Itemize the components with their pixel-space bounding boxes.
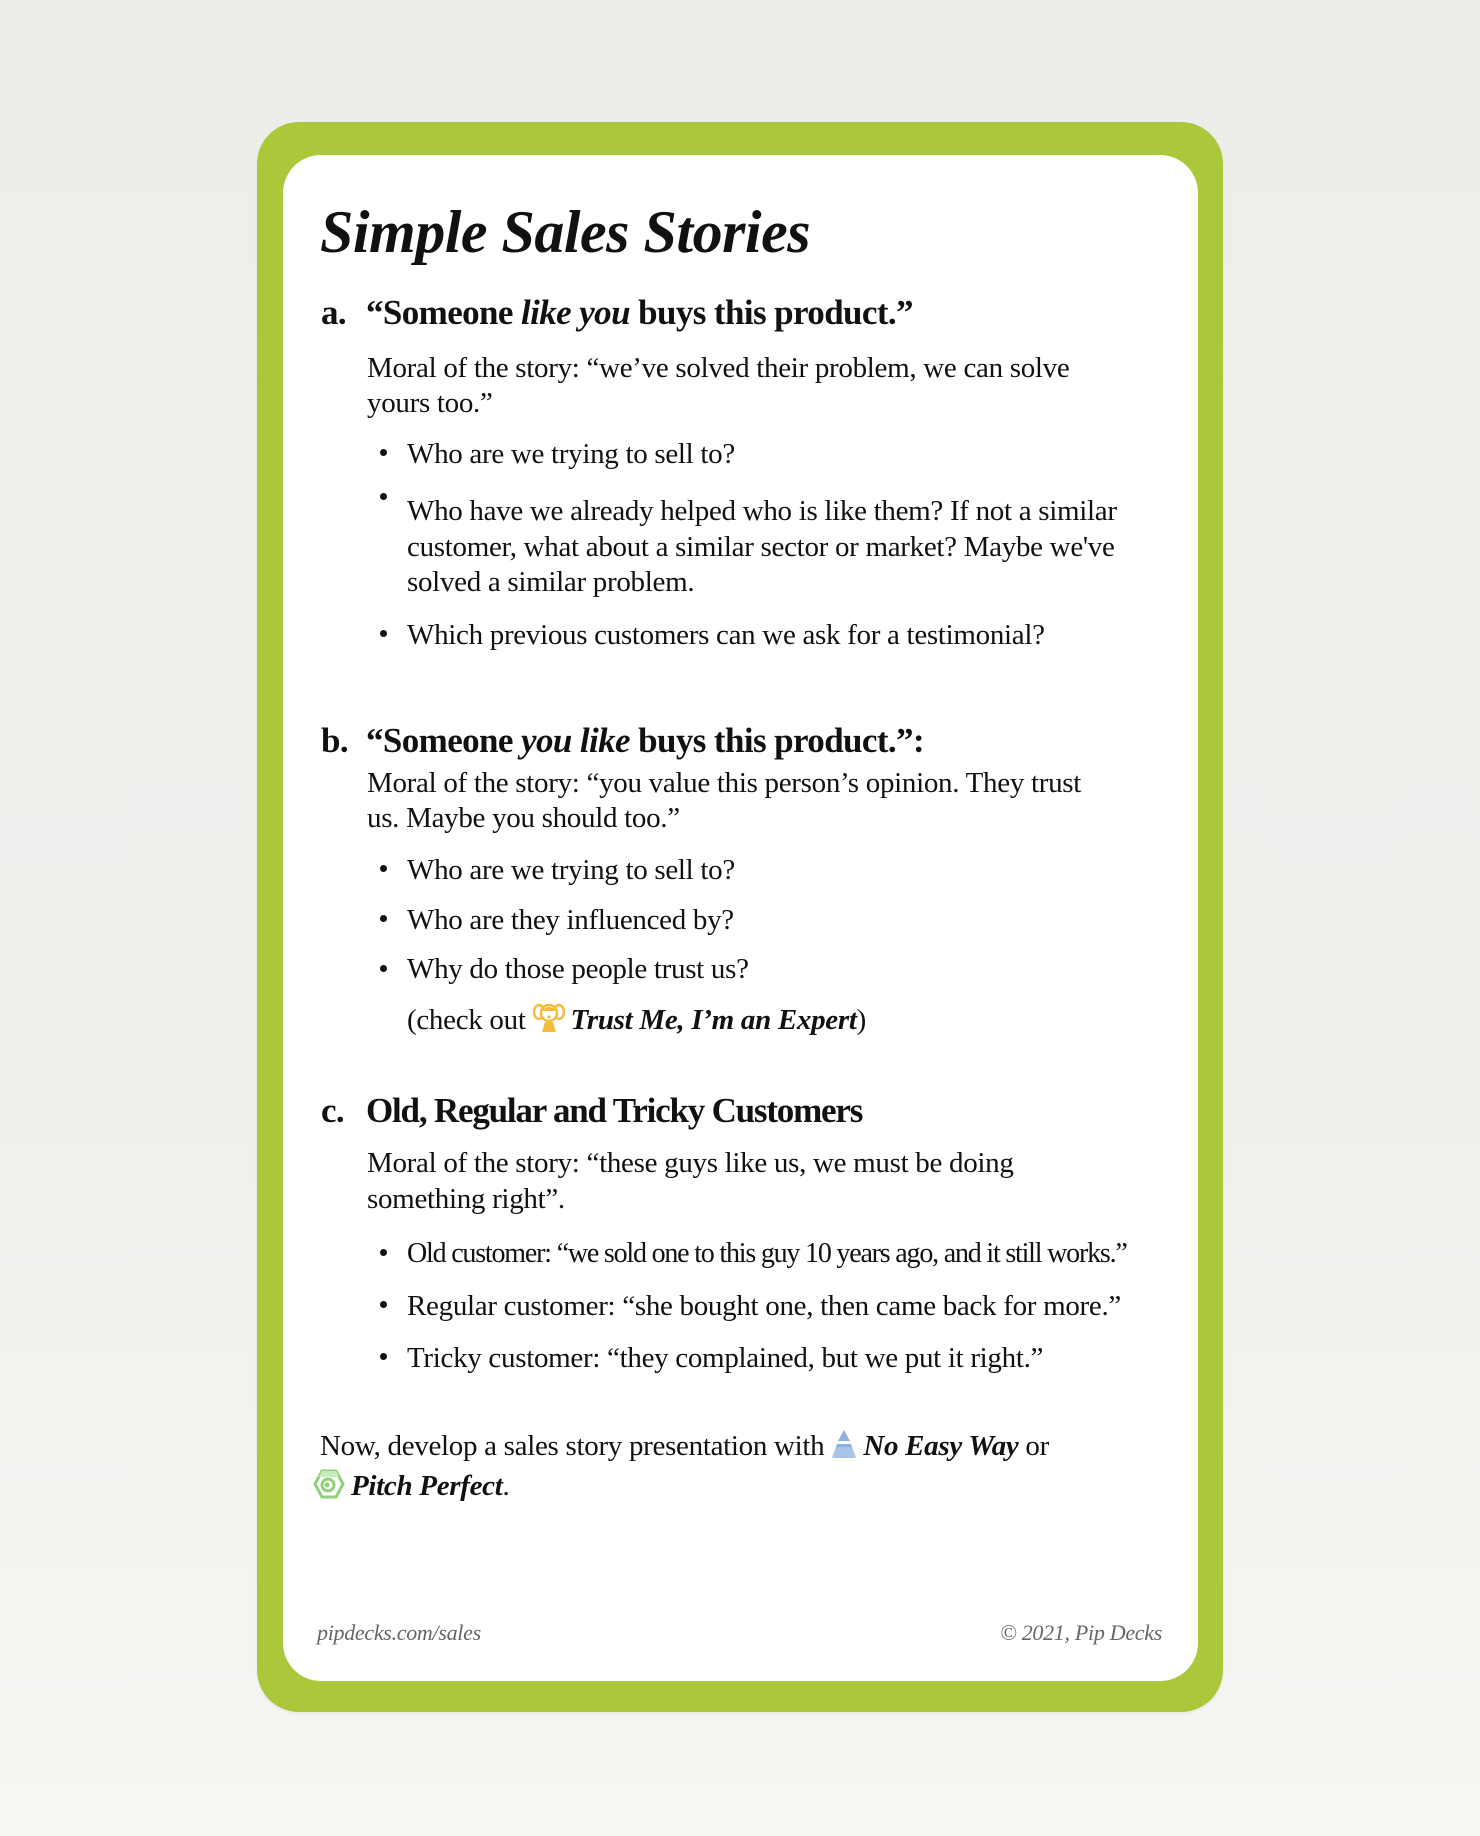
section-a-heading: [321, 292, 913, 334]
bullet-item: Which previous customers can we ask for a testimonial?: [407, 619, 1045, 651]
bullet-item: Who have we already helped who is like them? If not a similar: [407, 495, 1117, 527]
bullet-item: Tricky customer: “they complained, but we put it right.”: [407, 1342, 1044, 1374]
section-letter: a.: [321, 293, 347, 332]
heading-text: buys this product.”:: [629, 721, 925, 760]
card-face: [283, 155, 1198, 1681]
closing-text: Now, develop a sales story presentation with: [320, 1430, 832, 1462]
bullet-icon: [380, 965, 387, 972]
bullet-item-cont: solved a similar problem.: [407, 566, 695, 598]
moral-line: yours too.”: [367, 387, 493, 419]
closing-line-2: [313, 1468, 509, 1508]
bullet-item: Why do those people trust us?: [407, 953, 749, 985]
bullet-item-cont: customer, what about a similar sector or market? Maybe we've: [407, 531, 1115, 563]
bullet-icon: [380, 865, 387, 872]
pyramid-icon: [831, 1429, 857, 1468]
bullet-icon: [380, 449, 387, 456]
bullet-item: Who are we trying to sell to?: [407, 438, 735, 470]
bullet-icon: [380, 1249, 387, 1256]
pitch-perfect-link[interactable]: Pitch Perfect: [351, 1470, 503, 1502]
moral-line: Moral of the story: “we’ve solved their problem, we can solve: [367, 352, 1070, 384]
heading-emphasis: you like: [521, 721, 630, 760]
trust-me-link[interactable]: Trust Me, I’m an Expert: [570, 1004, 857, 1036]
cross-reference-note: [407, 1001, 866, 1042]
section-b-heading: [321, 720, 924, 762]
bullet-item: Who are we trying to sell to?: [407, 854, 735, 886]
footer-copyright: © 2021, Pip Decks: [1000, 1620, 1162, 1645]
heading-text: Old, Regular and Tricky Customers: [366, 1091, 863, 1130]
bullet-icon: [380, 630, 387, 637]
bullet-icon: [380, 1301, 387, 1308]
moral-line: something right”.: [367, 1183, 565, 1215]
listening-person-icon: [533, 1001, 565, 1042]
card-title: Simple Sales Stories: [320, 199, 811, 265]
note-text: (check out: [407, 1004, 533, 1036]
section-c-heading: [321, 1090, 862, 1132]
heading-emphasis: like you: [521, 293, 630, 332]
moral-line: Moral of the story: “you value this person’s opinion. They trust: [367, 767, 1082, 799]
bullet-item: Who are they influenced by?: [407, 904, 734, 936]
section-letter: c.: [321, 1091, 345, 1130]
bullet-icon: [380, 915, 387, 922]
heading-text: “Someone: [366, 293, 522, 332]
bullet-icon: [380, 1353, 387, 1360]
section-letter: b.: [321, 721, 349, 760]
hex-nut-icon: [313, 1469, 345, 1508]
closing-text: .: [502, 1470, 510, 1502]
moral-line: Moral of the story: “these guys like us, we must be doing: [367, 1147, 1014, 1179]
closing-line: [320, 1428, 1049, 1468]
no-easy-way-link[interactable]: No Easy Way: [863, 1430, 1019, 1462]
moral-line: us. Maybe you should too.”: [367, 802, 680, 834]
note-text: ): [856, 1004, 866, 1036]
bullet-item: Regular customer: “she bought one, then came back for more.”: [407, 1290, 1121, 1322]
bullet-icon: [380, 493, 387, 500]
closing-text: or: [1018, 1430, 1049, 1462]
bullet-item: Old customer: “we sold one to this guy 10 years ago, and it still works.”: [407, 1238, 1127, 1269]
footer-url[interactable]: pipdecks.com/sales: [317, 1620, 481, 1645]
heading-text: “Someone: [366, 721, 522, 760]
sales-card: [257, 122, 1223, 1712]
heading-text: buys this product.”: [629, 293, 913, 332]
